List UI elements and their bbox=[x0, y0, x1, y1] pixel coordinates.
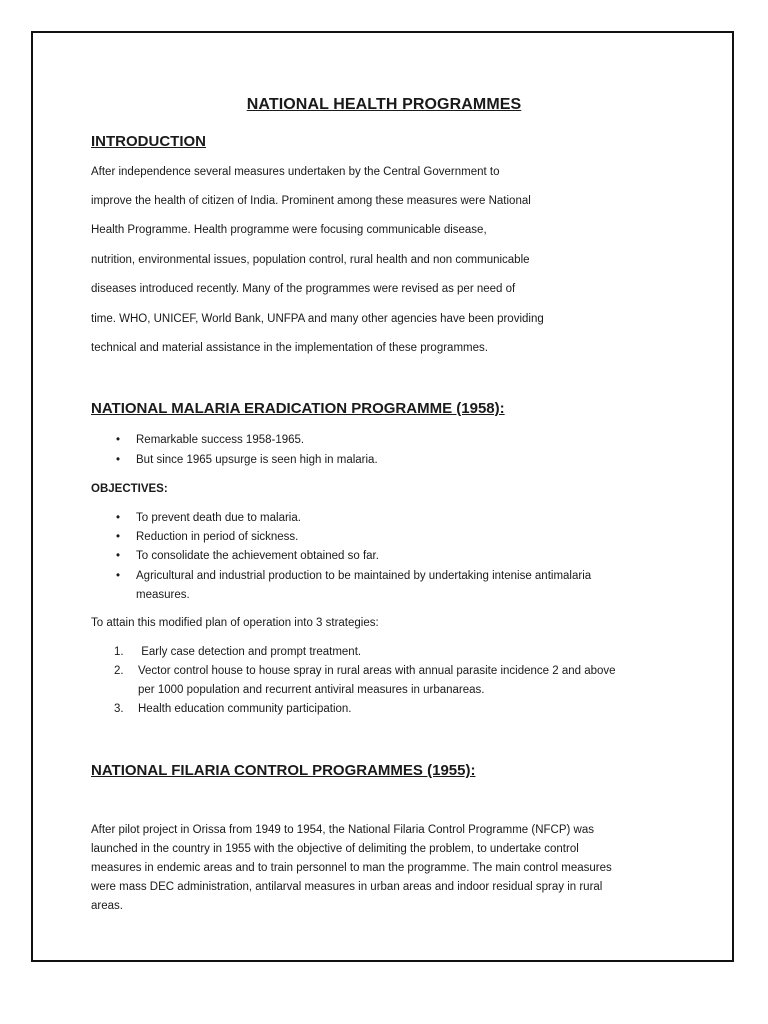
bullet-icon: • bbox=[116, 434, 121, 446]
bullet-icon: • bbox=[116, 531, 121, 543]
strategies-intro: To attain this modified plan of operation into 3 strategies: bbox=[91, 617, 379, 629]
numbered-item-continuation: per 1000 population and recurrent antiviral measures in urbanareas. bbox=[138, 684, 485, 696]
filaria-line: were mass DEC administration, antilarval measures in urban areas and indoor residual spray in rural bbox=[91, 881, 603, 893]
bullet-icon: • bbox=[116, 454, 121, 466]
intro-line: Health Programme. Health programme were focusing communicable disease, bbox=[91, 224, 487, 236]
filaria-heading: NATIONAL FILARIA CONTROL PROGRAMMES (1955): bbox=[91, 762, 476, 779]
filaria-line: launched in the country in 1955 with the objective of delimiting the problem, to undertake control bbox=[91, 843, 579, 855]
intro-heading: INTRODUCTION bbox=[91, 133, 206, 150]
numbered-item: 3. Health education community participation. bbox=[114, 703, 352, 715]
page-title: NATIONAL HEALTH PROGRAMMES bbox=[246, 96, 522, 113]
intro-line: improve the health of citizen of India. Prominent among these measures were National bbox=[91, 195, 531, 207]
bullet-icon: • bbox=[116, 512, 121, 524]
list-item-continuation: measures. bbox=[136, 589, 190, 601]
list-item: • But since 1965 upsurge is seen high in malaria. bbox=[116, 454, 378, 466]
filaria-line: areas. bbox=[91, 900, 123, 912]
intro-line: After independence several measures undertaken by the Central Government to bbox=[91, 166, 500, 178]
numbered-item: 2. Vector control house to house spray in rural areas with annual parasite incidence 2 and above bbox=[114, 665, 616, 677]
list-item: • Remarkable success 1958-1965. bbox=[116, 434, 305, 446]
numbered-item: 1. Early case detection and prompt treatment. bbox=[114, 646, 362, 658]
list-item: • Reduction in period of sickness. bbox=[116, 531, 299, 543]
list-item: • To prevent death due to malaria. bbox=[116, 512, 301, 524]
bullet-icon: • bbox=[116, 570, 121, 582]
malaria-heading: NATIONAL MALARIA ERADICATION PROGRAMME (1958): bbox=[91, 400, 505, 417]
intro-line: time. WHO, UNICEF, World Bank, UNFPA and many other agencies have been providing bbox=[91, 313, 544, 325]
filaria-line: measures in endemic areas and to train personnel to man the programme. The main control measures bbox=[91, 862, 612, 874]
bullet-icon: • bbox=[116, 550, 121, 562]
intro-line: technical and material assistance in the implementation of these programmes. bbox=[91, 342, 488, 354]
objectives-label: OBJECTIVES: bbox=[91, 483, 168, 495]
intro-line: nutrition, environmental issues, population control, rural health and non communicable bbox=[91, 254, 530, 266]
filaria-line: After pilot project in Orissa from 1949 to 1954, the National Filaria Control Programme (NFCP) was bbox=[91, 824, 595, 836]
list-item: • Agricultural and industrial production to be maintained by undertaking intenise antimalaria bbox=[116, 570, 592, 582]
intro-line: diseases introduced recently. Many of the programmes were revised as per need of bbox=[91, 283, 516, 295]
list-item: • To consolidate the achievement obtained so far. bbox=[116, 550, 379, 562]
